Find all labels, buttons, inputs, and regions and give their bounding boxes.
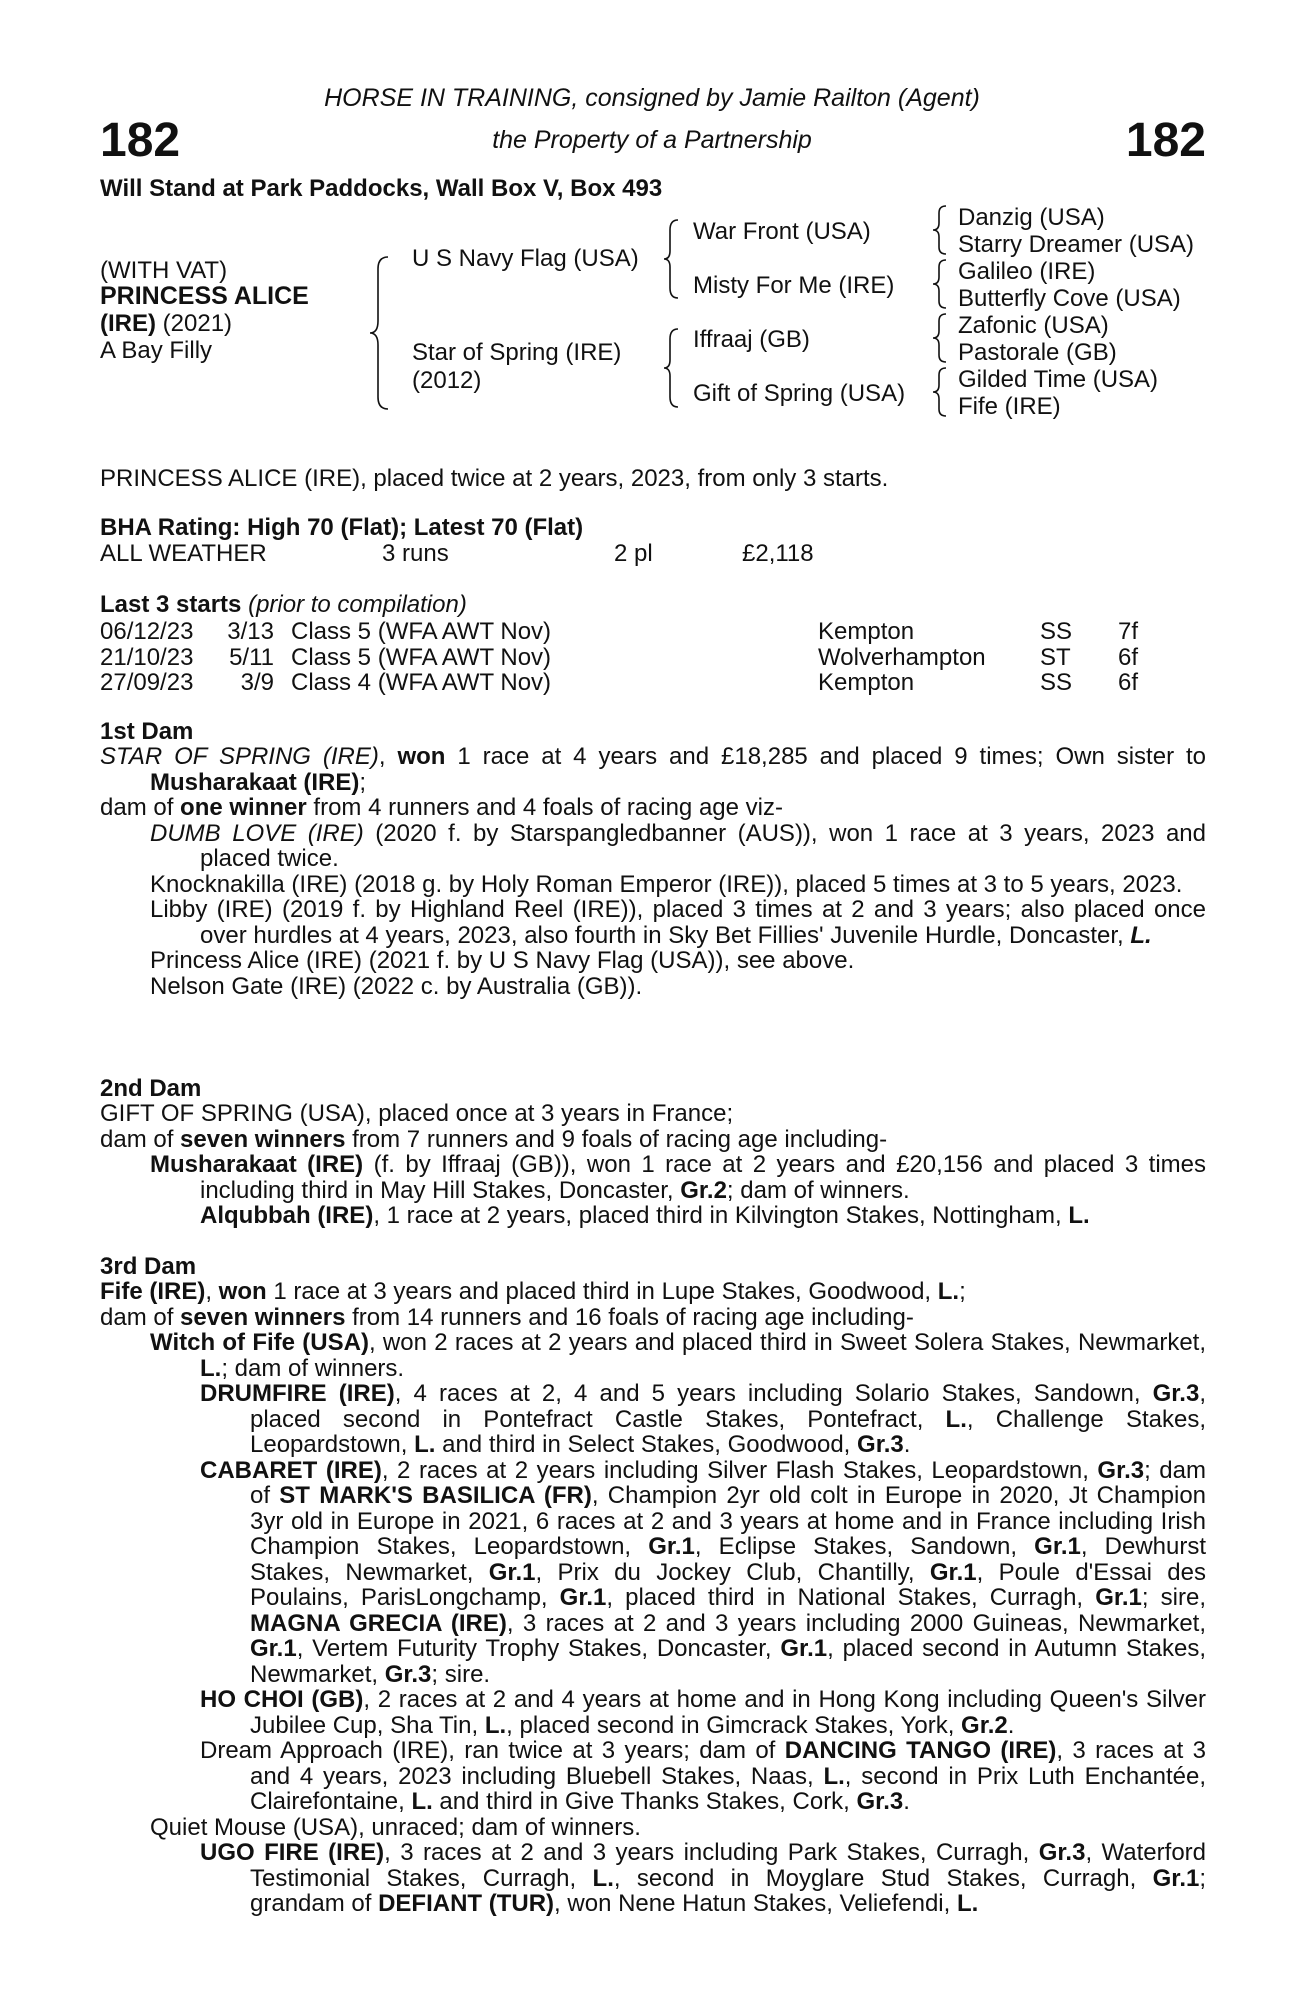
text-span: (2020 f. by Starspangledbanner (AUS)), won 1 race at 3 years, 2023 and placed twice. [200,819,1207,872]
text-span: Gr.1 [780,1635,828,1662]
produce-item [150,1330,1206,1381]
text-span: Gr.1 [488,1558,536,1586]
text-span: DUMB LOVE (IRE) [150,819,364,847]
text-span: , Eclipse Stakes, Sandown, [694,1533,1035,1560]
third-dam-produce-list [100,1330,1206,1917]
text-span: 1 race at 3 years and placed third in Lupe Stakes, Goodwood, [266,1278,938,1305]
start-course: Kempton [818,669,915,696]
horse-year: (2021) [162,310,233,337]
rating-placed: 2 pl [614,540,653,567]
text-span: , Vertem Futurity Trophy Stakes, Doncaster, [296,1635,781,1662]
produce-item [150,872,1206,898]
text-span: Gr.1 [250,1635,297,1662]
third-dam-second-generation [150,1381,1206,1815]
text-span: Dream Approach (IRE), ran twice at 3 years; dam of [200,1737,785,1764]
pedigree-sire-dam: Misty For Me (IRE) [693,272,895,299]
text-span: , Champion 2yr old colt in Europe in 2020, Jt Champion 3yr old in Europe in 2021, 6 races at 2 and 3 years at home and in France including Irish Champion Stakes, Leopardstown, [250,1482,1207,1560]
text-span: L. [411,1788,433,1815]
text-span: Musharakaat (IRE) [150,1151,364,1178]
text-span: , [205,1278,219,1305]
start-course: Kempton [818,618,915,645]
text-span: , Waterford Testimonial Stakes, Curragh, [250,1839,1207,1892]
first-dam-produce-list [100,821,1206,1000]
text-span: , 2 races at 2 and 4 years at home and in Hong Kong including Queen's Silver Jubilee Cup, Sha Tin, [250,1686,1206,1739]
text-span: Gr.1 [559,1584,607,1611]
text-span: L. [484,1711,507,1739]
first-dam-heading: 1st Dam [100,718,194,745]
text-span: L. [1068,1202,1090,1229]
text-span: DEFIANT (TUR) [378,1890,555,1917]
produce-item [150,1815,1206,1841]
start-dist: 6f [1118,643,1139,671]
text-span: , placed second in Autumn Stakes, Newmarket, [250,1635,1207,1688]
text-span: Gr.3 [1097,1456,1145,1484]
pedigree-sdd: Butterfly Cove (USA) [958,285,1181,312]
start-date: 27/09/23 [100,669,194,696]
text-span: , [378,743,398,770]
text-span: and third in Select Stakes, Goodwood, [435,1431,858,1458]
start-dist: 7f [1118,618,1139,645]
pedigree-sss: Danzig (USA) [958,204,1105,231]
text-span: Quiet Mouse (USA), unraced; dam of winners. [150,1813,641,1841]
produce-item [150,821,1206,872]
start-going: SS [1040,618,1073,645]
text-span: ; dam of winners. [726,1176,910,1204]
pedigree-sds: Galileo (IRE) [958,258,1096,285]
pedigree-dds: Gilded Time (USA) [958,366,1159,393]
text-span: , 3 races at 2 and 3 years including Park Stakes, Curragh, [384,1839,1039,1866]
produce-item [150,948,1206,974]
pedigree-sire-sire: War Front (USA) [693,218,871,245]
text-span: ; grandam of [250,1864,1207,1917]
second-dam-produce-list [100,1152,1206,1229]
vat-label: (WITH VAT) [100,257,228,284]
text-span: GIFT OF SPRING (USA), placed once at 3 years in France; [100,1100,734,1127]
horse-name-country-year [100,311,232,337]
text-span: ; [359,768,367,796]
text-span: Alqubbah (IRE) [200,1202,374,1229]
text-span: , 4 races at 2, 4 and 5 years including Solario Stakes, Sandown, [394,1380,1153,1407]
text-span: one winner [180,794,307,821]
text-span: , Prix du Jockey Club, Chantilly, [535,1558,930,1586]
text-span: , Poule d'Essai des Poulains, ParisLongchamp, [250,1558,1206,1611]
pedigree-dam: Star of Spring (IRE) [412,339,622,366]
second-dam-heading: 2nd Dam [100,1075,202,1102]
rating-prize: £2,118 [742,540,814,567]
pedigree-brace-dd [930,366,950,418]
text-span: , won 2 races at 2 years and placed third in Sweet Solera Stakes, Newmarket, [368,1329,1206,1356]
pedigree-brace-dam [662,327,682,409]
produce-item [200,1381,1206,1458]
pedigree-brace-ds [930,312,950,364]
text-span: MAGNA GRECIA (IRE) [250,1609,507,1637]
produce-item [150,1152,1206,1203]
text-span: Gr.2 [961,1711,1008,1739]
text-span: Gr.1 [1152,1864,1200,1892]
pedigree-ssd: Starry Dreamer (USA) [958,231,1195,258]
text-span: (f. by Iffraaj (GB)), won 1 race at 2 years and £20,156 and placed 3 times including third in May Hill Stakes, Doncaster, [200,1151,1206,1204]
stand-location: Will Stand at Park Paddocks, Wall Box V, Box 493 [100,175,663,202]
race-summary: PRINCESS ALICE (IRE), placed twice at 2 years, 2023, from only 3 starts. [100,465,889,492]
second-dam-produce-summary [100,1127,1206,1153]
text-span: Libby (IRE) (2019 f. by Highland Reel (IRE)), placed 3 times at 2 and 3 years; also placed once over hurdles at 4 years, 2023, also fourth in Sky Bet Fillies' Juvenile Hurdle, Doncaster, [150,896,1206,949]
text-span: , placed second in Pontefract Castle Stakes, Pontefract, [250,1380,1206,1433]
text-span: from 14 runners and 16 foals of racing age including- [345,1303,914,1331]
rating-surface: ALL WEATHER [100,540,267,567]
text-span: ; dam of [250,1456,1206,1509]
text-span: L. [200,1354,222,1382]
text-span: Gr.1 [648,1533,695,1560]
second-dam-section [100,1101,1206,1229]
text-span: , 3 races at 2 and 3 years including 2000 Guineas, Newmarket, [506,1609,1206,1637]
text-span: L. [945,1405,967,1433]
text-span: , second in Prix Luth Enchantée, Clairefontaine, [250,1762,1206,1815]
text-span: , placed third in National Stakes, Curragh, [606,1584,1096,1611]
text-span: seven winners [180,1303,346,1331]
text-span: Fife (IRE) [100,1278,206,1305]
text-span: Gr.3 [856,1788,904,1815]
first-dam-produce-summary [100,795,1206,821]
pedigree-dam-sire: Iffraaj (GB) [693,326,810,353]
start-date: 06/12/23 [100,618,194,645]
text-span: , Dewhurst Stakes, Newmarket, [250,1533,1206,1586]
pedigree-sire: U S Navy Flag (USA) [412,245,639,272]
start-race: Class 5 (WFA AWT Nov) [291,643,552,671]
pedigree-brace-ss [930,204,950,256]
text-span: L. [1130,921,1152,949]
text-span: Gr.3 [1038,1839,1086,1866]
text-span: Gr.3 [384,1660,432,1688]
start-pos: 3/13 [227,618,274,645]
text-span: ST MARK'S BASILICA (FR) [279,1482,592,1509]
start-going: ST [1040,643,1071,671]
last-starts-note: (prior to compilation) [248,591,467,618]
text-span: , Challenge Stakes, Leopardstown, [250,1405,1206,1458]
first-dam-intro [100,744,1206,795]
produce-item [200,1687,1206,1738]
pedigree-dam-dam: Gift of Spring (USA) [693,380,906,407]
start-pos: 3/9 [240,669,274,696]
text-span: CABARET (IRE) [200,1456,382,1484]
produce-item [200,1458,1206,1688]
text-span: Gr.1 [1095,1584,1142,1611]
lot-number-left: 182 [100,114,181,167]
text-span: ; sire, [1141,1584,1206,1611]
text-span: , won Nene Hatun Stakes, Veliefendi, [554,1890,957,1917]
text-span: Musharakaat (IRE) [150,768,360,796]
second-dam-intro [100,1101,1206,1127]
text-span: from 4 runners and 4 foals of racing age viz- [306,794,783,821]
text-span: . [903,1788,910,1815]
pedigree-dsd: Pastorale (GB) [958,339,1117,366]
horse-name: PRINCESS ALICE [100,282,309,310]
text-span: dam of [100,1303,181,1331]
text-span: won [397,743,446,770]
text-span: ; sire. [431,1660,491,1688]
text-span: L. [956,1890,979,1917]
text-span: won [218,1278,267,1305]
produce-item [200,1840,1206,1917]
pedigree-dam-year: (2012) [412,367,482,394]
text-span: 1 race at 4 years and £18,285 and placed 9 times; Own sister to [445,743,1206,770]
text-span: , 3 races at 3 and 4 years, 2023 including Bluebell Stakes, Naas, [250,1737,1206,1790]
text-span: L. [823,1762,845,1790]
lot-number-right: 182 [1125,114,1206,167]
text-span: L. [937,1278,960,1305]
third-dam-intro [100,1279,1206,1305]
text-span: dam of [100,794,181,821]
text-span: Witch of Fife (USA) [150,1329,369,1356]
third-dam-quiet-mouse-produce [150,1840,1206,1917]
text-span: ; dam of winners. [221,1354,405,1382]
pedigree-ddd: Fife (IRE) [958,393,1061,420]
bha-rating: BHA Rating: High 70 (Flat); Latest 70 (Flat) [100,514,584,541]
third-dam-produce-summary [100,1305,1206,1331]
text-span: Nelson Gate (IRE) (2022 c. by Australia (GB)). [150,972,643,1000]
produce-item [150,897,1206,948]
horse-description: A Bay Filly [100,337,213,364]
pedigree-brace-main [368,255,392,411]
produce-item [150,1203,1206,1229]
text-span: from 7 runners and 9 foals of racing age including- [345,1125,888,1153]
start-dist: 6f [1118,669,1139,696]
text-span: and third in Give Thanks Stakes, Cork, [432,1788,857,1815]
text-span: Gr.3 [857,1431,904,1458]
text-span: . [1007,1711,1015,1739]
start-race: Class 5 (WFA AWT Nov) [291,618,552,645]
produce-item [150,974,1206,1000]
text-span: Gr.1 [929,1558,977,1586]
text-span: DRUMFIRE (IRE) [200,1380,395,1407]
pedigree-brace-sd [930,258,950,310]
consignment-line: HORSE IN TRAINING, consigned by Jamie Railton (Agent) [324,84,980,112]
start-course: Wolverhampton [818,643,986,671]
text-span: dam of [100,1125,181,1153]
text-span: UGO FIRE (IRE) [200,1839,385,1866]
start-race: Class 4 (WFA AWT Nov) [291,669,552,696]
text-span: , 1 race at 2 years, placed third in Kilvington Stakes, Nottingham, [373,1202,1069,1229]
first-dam-name: STAR OF SPRING (IRE) [100,743,379,770]
rating-runs: 3 runs [382,540,449,567]
text-span: L. [414,1431,436,1458]
horse-country: (IRE) [100,310,156,337]
text-span: , placed second in Gimcrack Stakes, York, [506,1711,962,1739]
text-span: ; [959,1278,966,1305]
text-span: Gr.1 [1034,1533,1081,1560]
text-span: DANCING TANGO (IRE) [784,1737,1057,1764]
start-pos: 5/11 [229,643,274,671]
text-span: L. [592,1864,614,1892]
text-span: , 2 races at 2 years including Silver Flash Stakes, Leopardstown, [381,1456,1098,1484]
last-starts-title: Last 3 starts [100,591,242,618]
pedigree-brace-sire [662,218,682,300]
text-span: Gr.2 [680,1176,727,1204]
pedigree-dss: Zafonic (USA) [958,312,1109,339]
text-span: Gr.3 [1152,1380,1200,1407]
text-span: Knocknakilla (IRE) (2018 g. by Holy Roman Emperor (IRE)), placed 5 times at 3 to 5 years, 2023. [150,870,1183,898]
third-dam-section [100,1279,1206,1917]
text-span: HO CHOI (GB) [200,1686,364,1713]
last-starts-heading [100,592,467,618]
text-span: Princess Alice (IRE) (2021 f. by U S Navy Flag (USA)), see above. [150,947,855,974]
property-line: the Property of a Partnership [492,126,812,154]
text-span: . [903,1431,911,1458]
third-dam-heading: 3rd Dam [100,1253,197,1280]
start-going: SS [1040,669,1073,696]
text-span: , second in Moyglare Stud Stakes, Curragh, [613,1864,1153,1892]
start-date: 21/10/23 [100,643,194,671]
text-span: seven winners [180,1125,346,1153]
produce-item [200,1738,1206,1815]
first-dam-section [100,744,1206,999]
